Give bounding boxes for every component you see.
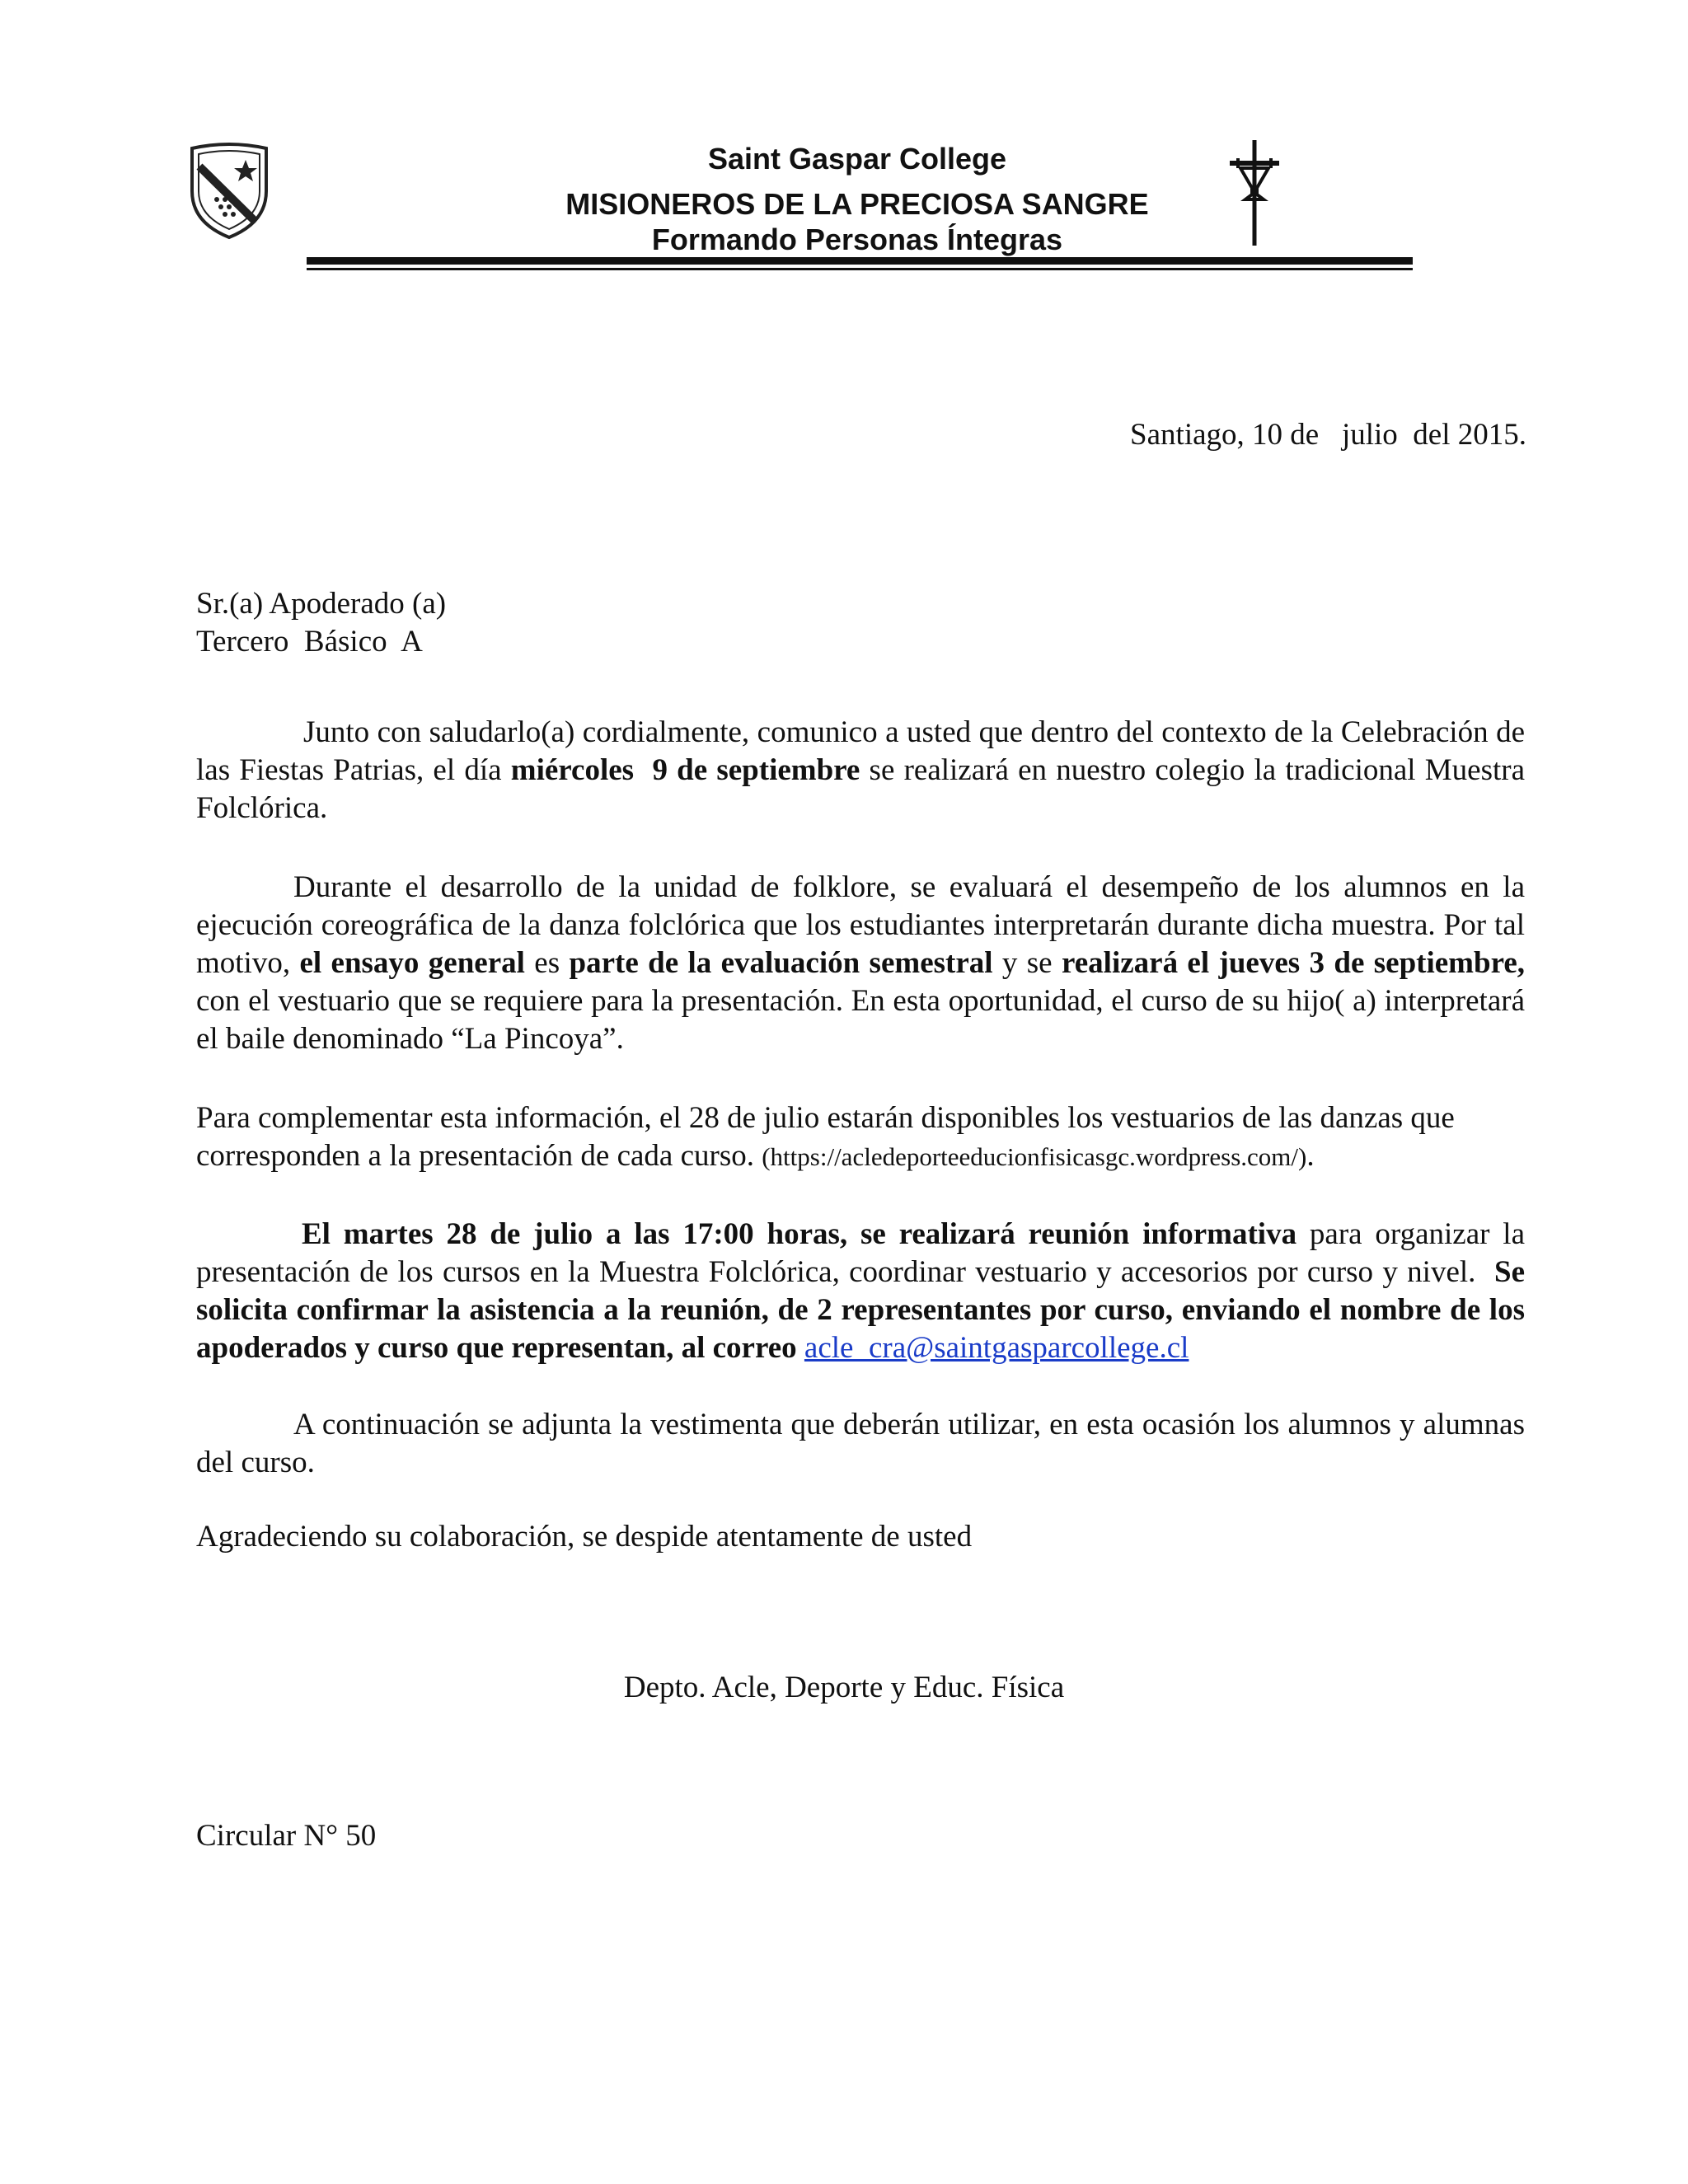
p2-text-c: es xyxy=(524,946,570,980)
recipient-block xyxy=(196,585,446,661)
school-crest-icon xyxy=(188,142,270,241)
recipient-line-2: Tercero Básico A xyxy=(196,625,423,658)
signature: Depto. Acle, Deporte y Educ. Física xyxy=(623,1671,1065,1704)
circular-number: Circular N° 50 xyxy=(196,1819,377,1853)
p4-space xyxy=(797,1331,804,1365)
header-rule-thick xyxy=(307,257,1413,265)
chalice-cross-icon xyxy=(1226,140,1283,247)
header-rule-thin xyxy=(307,268,1413,270)
letter-date: Santiago, 10 de julio del 2015. xyxy=(1130,418,1526,452)
p4-text-b: para organizar la presentación de los cursos en la Muestra Folclórica, coordinar vestuario y accesorios por curso y nivel. xyxy=(196,1217,1533,1289)
p3-end: . xyxy=(1306,1139,1315,1173)
closing-line: Agradeciendo su colaboración, se despide atentamente de usted xyxy=(196,1520,973,1554)
paragraph-1 xyxy=(196,714,1525,827)
paragraph-3 xyxy=(196,1099,1548,1176)
paragraph-5: A continuación se adjunta la vestimenta que deberán utilizar, en esta ocasión los alumnos y alumnas del curso. xyxy=(196,1408,1525,1479)
p4-bold-request: Se solicita confirmar la asistencia a la reunión, de 2 representantes por curso, enviando el nombre de los apoderados y curso que representan, al correo xyxy=(196,1255,1525,1365)
p4-bold-meeting: El martes 28 de julio a las 17:00 horas, se realizará reunión informativa xyxy=(302,1217,1297,1251)
school-name: Saint Gaspar College xyxy=(707,142,1007,176)
p1-text-c: se realizará en nuestro colegio la tradicional Muestra Folclórica. xyxy=(196,753,1525,825)
p1-text-a: Junto con saludarlo(a) cordialmente, comunico a usted que dentro del contexto de la Celebración de las Fiestas Patrias, el día xyxy=(196,715,1525,787)
p3-text: Para complementar esta información, el 28 de julio estarán disponibles los vestuarios de las danzas que corresponden a la presentación de cada curso. xyxy=(196,1101,1455,1173)
p1-bold-date: miércoles 9 de septiembre xyxy=(510,753,860,787)
paragraph-4 xyxy=(196,1216,1533,1367)
p2-bold-2: parte de la evaluación semestral xyxy=(569,946,993,980)
p2-bold-3: realizará el jueves 3 de septiembre, xyxy=(1061,946,1525,980)
p2-bold-1: el ensayo general xyxy=(299,946,525,980)
school-motto: Formando Personas Íntegras xyxy=(651,223,1063,256)
email-link[interactable]: acle_cra@saintgasparcollege.cl xyxy=(804,1331,1189,1365)
blog-url-link[interactable]: (https://acledeporteeducionfisicasgc.wordpress.com/) xyxy=(762,1142,1307,1171)
p2-text-a: Durante el desarrollo de la unidad de folklore, se evaluará el desempeño de los alumnos en la ejecución coreográfica de la danza folclórica que los estudiantes interpretarán durante dicha muestra. Por tal motivo, xyxy=(196,870,1525,980)
paragraph-2 xyxy=(196,869,1525,1058)
p2-text-g: con el vestuario que se requiere para la presentación. En esta oportunidad, el curso de su hijo( a) interpretará el baile denominado “La Pincoya”. xyxy=(196,984,1525,1056)
recipient-line-1: Sr.(a) Apoderado (a) xyxy=(196,587,447,621)
p2-text-e: y se xyxy=(992,946,1062,980)
congregation-name: MISIONEROS DE LA PRECIOSA SANGRE xyxy=(565,187,1149,221)
